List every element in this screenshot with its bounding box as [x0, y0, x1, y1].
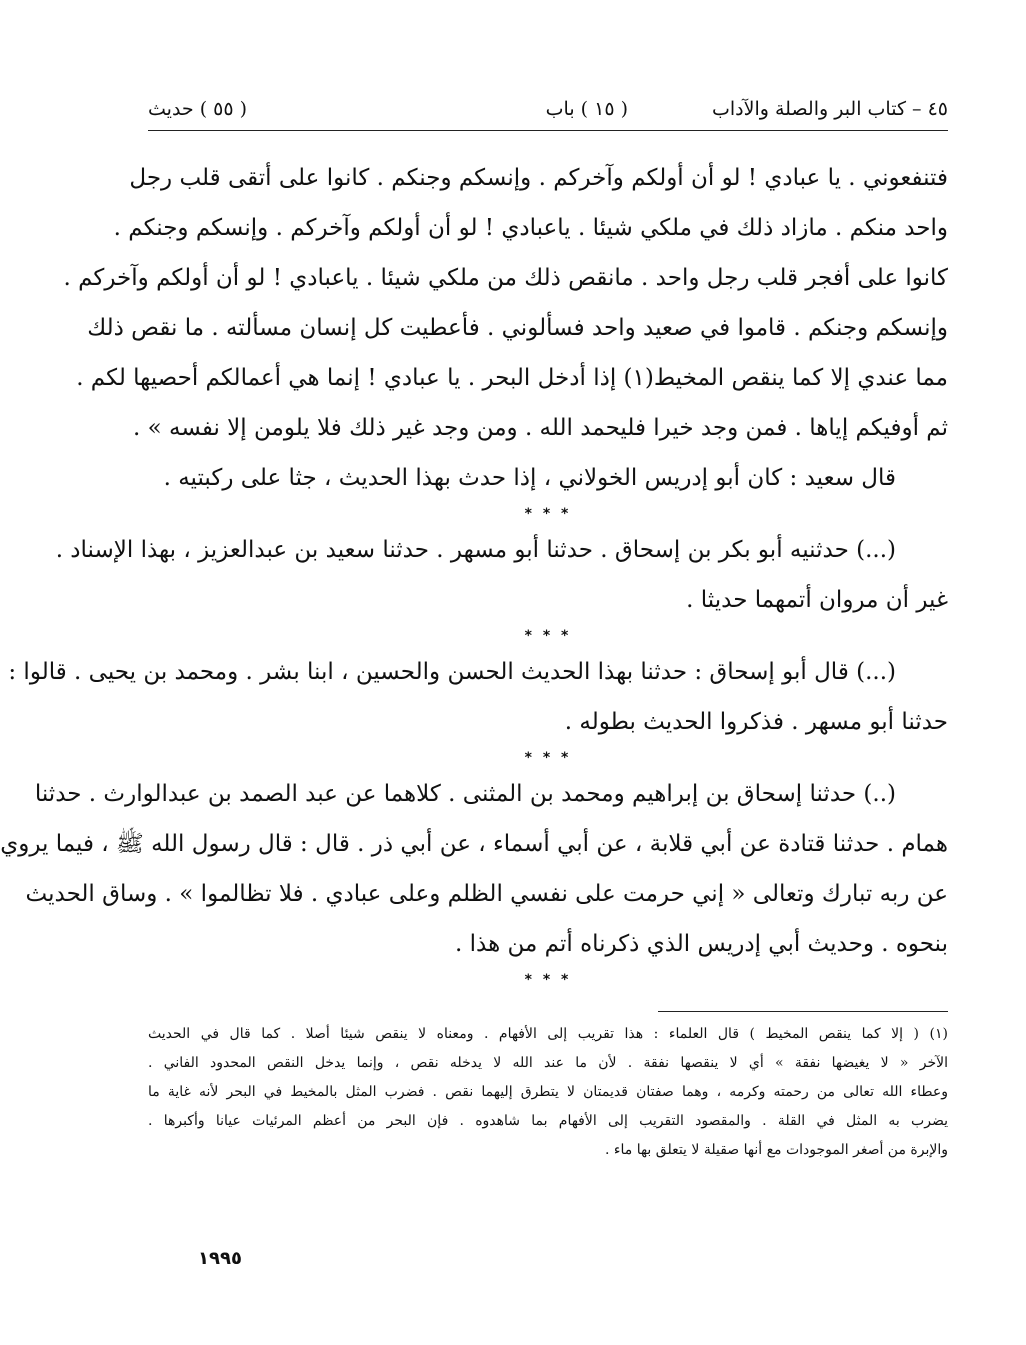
page — [0, 88, 948, 1165]
text-line: همام . حدثنا قتادة عن أبي قلابة ، عن أبي أسماء ، عن أبي ذر . قال : قال رسول الله ﷺ ، فيما يروي — [0, 831, 948, 857]
section-separator: * * * — [524, 506, 572, 522]
section-separator: * * * — [524, 972, 572, 988]
running-header — [148, 88, 948, 131]
text-line: فتنفعوني . يا عبادي ! لو أن أولكم وآخركم . وإنسكم وجنكم . كانوا على أتقى قلب رجل — [129, 165, 948, 191]
page-number: ١٩٩٥ — [198, 1248, 242, 1269]
footnote-line: يضرب به المثل في القلة . والمقصود التقريب إلى الأفهام بما شاهدوه . فإن البحر من أعظم المرئيات عيانا وأكبرها . — [148, 1113, 948, 1129]
footnotes — [148, 1020, 948, 1165]
text-line: كانوا على أفجر قلب رجل واحد . مانقص ذلك من ملكي شيئا . ياعبادي ! لو أن أولكم وآخركم . — [63, 265, 948, 291]
text-line: حدثنا أبو مسهر . فذكروا الحديث بطوله . — [564, 709, 948, 735]
footnote-line: الآخر « لا يغيضها نفقة » أي لا ينقصها نفقة . لأن ما عند الله لا يدخله نقص ، وإنما يدخل النقص المحدود الفاني . — [148, 1055, 948, 1071]
text-line: قال سعيد : كان أبو إدريس الخولاني ، إذا حدث بهذا الحديث ، جثا على ركبتيه . — [163, 465, 896, 491]
text-line: بنحوه . وحديث أبي إدريس الذي ذكرناه أتم من هذا . — [455, 931, 948, 957]
paragraph-chain-3 — [0, 769, 948, 969]
footnote-divider — [658, 1011, 948, 1012]
paragraph-hadith-main — [63, 153, 948, 503]
header-book-title: ٤٥ – كتاب البر والصلة والآداب — [712, 98, 948, 120]
footnote-line: وعطاء الله تعالى من رحمته وكرمه ، وهما صفتان قديمتان لا يتطرق إليهما نقص . فضرب المثل بالمخيط في البحر لأنه غاية ما — [148, 1084, 948, 1100]
text-line: (...) قال أبو إسحاق : حدثنا بهذا الحديث الحسن والحسين ، ابنا بشر . ومحمد بن يحيى . قالوا : — [8, 659, 896, 685]
paragraph-chain-2 — [8, 647, 948, 747]
text-line: (...) حدثنيه أبو بكر بن إسحاق . حدثنا أبو مسهر . حدثنا سعيد بن عبدالعزيز ، بهذا الإسناد . — [55, 537, 896, 563]
text-line: غير أن مروان أتمهما حديثا . — [686, 587, 948, 613]
paragraph-chain-1 — [55, 525, 948, 625]
main-text — [0, 153, 948, 991]
section-separator: * * * — [524, 628, 572, 644]
footnote-line: (١) ( إلا كما ينقص المخيط ) قال العلماء : هذا تقريب إلى الأفهام . ومعناه لا ينقص شيئا أصلا . كما قال في الحديث — [148, 1026, 948, 1042]
header-hadith-number: ( ٥٥ ) حديث — [148, 98, 248, 120]
text-line: مما عندي إلا كما ينقص المخيط(١) إذا أدخل البحر . يا عبادي ! إنما هي أعمالكم أحصيها لكم . — [76, 365, 948, 391]
text-line: ثم أوفيكم إياها . فمن وجد خيرا فليحمد الله . ومن وجد غير ذلك فلا يلومن إلا نفسه » . — [132, 415, 948, 441]
text-line: عن ربه تبارك وتعالى « إني حرمت على نفسي الظلم وعلى عبادي . فلا تظالموا » . وساق الحديث — [25, 881, 948, 907]
text-line: (..) حدثنا إسحاق بن إبراهيم ومحمد بن المثنى . كلاهما عن عبد الصمد بن عبدالوارث . حدثنا — [34, 781, 896, 807]
text-line: واحد منكم . مازاد ذلك في ملكي شيئا . ياعبادي ! لو أن أولكم وآخركم . وإنسكم وجنكم . — [113, 215, 948, 241]
section-separator: * * * — [524, 750, 572, 766]
header-chapter: ( ١٥ ) باب — [545, 98, 628, 120]
text-line: وإنسكم وجنكم . قاموا في صعيد واحد فسألوني . فأعطيت كل إنسان مسألته . ما نقص ذلك — [87, 315, 948, 341]
footnote-line: والإبرة من أصغر الموجودات مع أنها صقيلة لا يتعلق بها ماء . — [605, 1142, 948, 1158]
